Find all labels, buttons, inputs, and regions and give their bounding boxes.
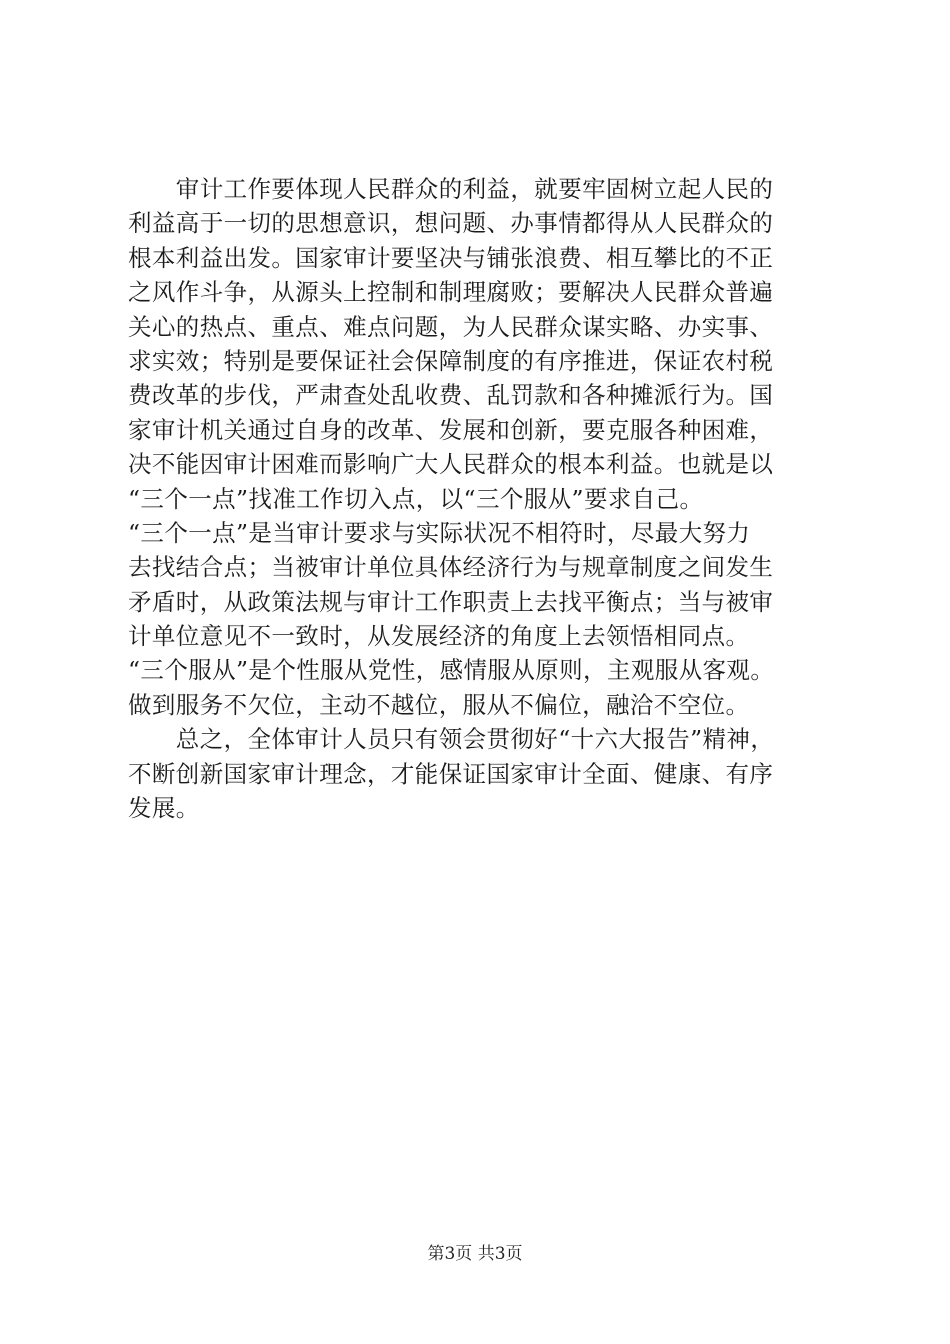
text-line: 审计工作要体现人民群众的利益，就要牢固树立起人民的 [128, 175, 774, 203]
text-line: 矛盾时，从政策法规与审计工作职责上去找平衡点；当与被审 [128, 587, 774, 616]
text-line: 根本利益出发。国家审计要坚决与铺张浪费、相互攀比的不正 [128, 243, 774, 272]
body-text [128, 172, 848, 825]
page-number: 第3页 共3页 [427, 1244, 523, 1264]
text-line: 求实效；特别是要保证社会保障制度的有序推进，保证农村税 [128, 346, 774, 375]
text-line: 去找结合点；当被审计单位具体经济行为与规章制度之间发生 [128, 553, 774, 582]
text-line: 关心的热点、重点、难点问题，为人民群众谋实略、办实事、 [128, 312, 774, 341]
text-line: 之风作斗争，从源头上控制和制理腐败；要解决人民群众普遍 [128, 278, 774, 307]
text-line: 发展。 [128, 794, 200, 823]
text-line: 决不能因审计困难而影响广大人民群众的根本利益。也就是以 [128, 450, 774, 479]
text-line: “三个服从”是个性服从党性，感情服从原则，主观服从客观。 [128, 656, 775, 685]
text-line: “三个一点”是当审计要求与实际状况不相符时，尽最大努力 [128, 518, 751, 547]
page-footer [0, 1244, 950, 1264]
text-line: 利益高于一切的思想意识，想问题、办事情都得从人民群众的 [128, 209, 774, 238]
text-line: 不断创新国家审计理念，才能保证国家审计全面、健康、有序 [128, 759, 774, 788]
text-line: “三个一点”找准工作切入点，以“三个服从”要求自己。 [128, 484, 704, 513]
text-line: 做到服务不欠位，主动不越位，服从不偏位，融洽不空位。 [128, 690, 750, 719]
text-line: 总之，全体审计人员只有领会贯彻好“十六大报告”精神， [128, 725, 775, 754]
text-line: 费改革的步伐，严肃查处乱收费、乱罚款和各种摊派行为。国 [128, 381, 774, 410]
text-line: 计单位意见不一致时，从发展经济的角度上去领悟相同点。 [128, 622, 750, 651]
text-line: 家审计机关通过自身的改革、发展和创新，要克服各种困难， [128, 415, 774, 444]
